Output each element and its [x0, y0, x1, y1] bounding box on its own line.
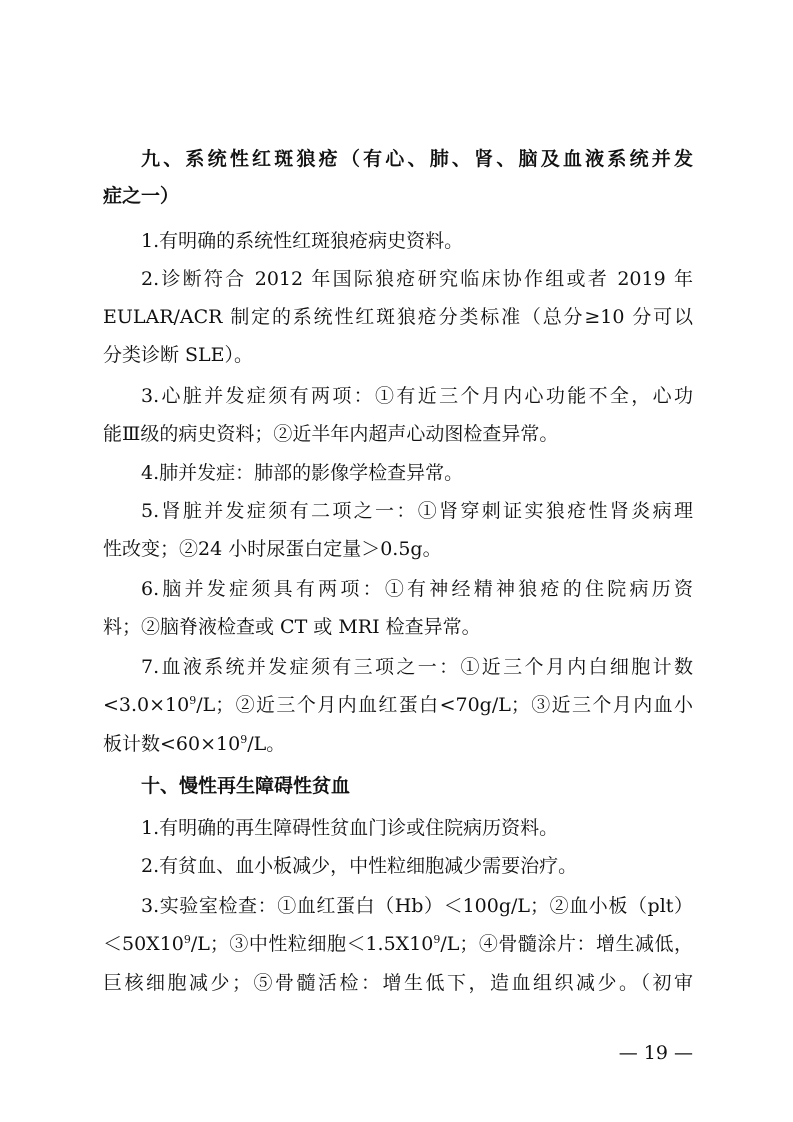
section-9-item-1: 1.有明确的系统性红斑狼疮病史资料。	[141, 230, 464, 252]
section-9-item-7-line-3	[103, 731, 693, 757]
section-10-item-3-line-3: 巨核细胞减少；⑤骨髓活检：增生低下，造血组织减少。（初审	[103, 972, 693, 994]
section-10-item-3-line-2	[103, 931, 693, 957]
section-9-item-2-line-3: 分类诊断 SLE）。	[103, 344, 254, 366]
text-fragment: /L。	[247, 733, 286, 755]
text-fragment: 板计数<60×10	[103, 733, 241, 755]
section-9-item-7-line-2	[103, 692, 693, 718]
section-9-item-4: 4.肺并发症：肺部的影像学检查异常。	[141, 462, 464, 484]
text-fragment: /L；③中性粒细胞＜1.5X10	[190, 933, 434, 955]
section-9-item-2-line-1: 2.诊断符合 2012 年国际狼疮研究临床协作组或者 2019 年	[141, 268, 693, 290]
superscript-exponent: 9	[433, 933, 441, 946]
section-10-item-3-line-1: 3.实验室检查：①血红蛋白（Hb）＜100g/L；②血小板（plt）	[141, 895, 693, 917]
superscript-exponent: 9	[189, 694, 197, 707]
superscript-exponent: 9	[240, 733, 248, 746]
section-10-item-1: 1.有明确的再生障碍性贫血门诊或住院病历资料。	[141, 817, 559, 839]
section-9-heading-line-2: 症之一）	[103, 185, 180, 207]
section-9-item-6-line-2: 料；②脑脊液检查或 CT 或 MRI 检查异常。	[103, 616, 481, 638]
section-9-item-3-line-2: 能Ⅲ级的病史资料；②近半年内超声心动图检查异常。	[103, 423, 559, 445]
superscript-exponent: 9	[183, 933, 191, 946]
text-fragment: ＜50X10	[103, 933, 184, 955]
section-9-item-6-line-1: 6.脑并发症须具有两项：①有神经精神狼疮的住院病历资	[141, 578, 693, 600]
section-10-heading: 十、慢性再生障碍性贫血	[141, 775, 351, 797]
section-9-item-7-line-1: 7.血液系统并发症须有三项之一：①近三个月内白细胞计数	[141, 656, 693, 678]
section-10-item-2: 2.有贫血、血小板减少，中性粒细胞减少需要治疗。	[141, 855, 578, 877]
text-fragment: <3.0×10	[103, 694, 190, 716]
section-9-item-5-line-1: 5.肾脏并发症须有二项之一：①肾穿刺证实狼疮性肾炎病理	[141, 500, 693, 522]
text-fragment: /L；②近三个月内血红蛋白<70g/L；③近三个月内血小	[196, 694, 693, 716]
section-9-item-2-line-2: EULAR/ACR 制定的系统性红斑狼疮分类标准（总分≥10 分可以	[103, 306, 693, 328]
section-9-item-3-line-1: 3.心脏并发症须有两项：①有近三个月内心功能不全，心功	[141, 385, 693, 407]
section-9-item-5-line-2: 性改变；②24 小时尿蛋白定量＞0.5g。	[103, 538, 442, 560]
text-fragment: /L；④骨髓涂片：增生减低，	[440, 933, 693, 955]
page-number: — 19 —	[618, 1042, 693, 1064]
section-9-heading-line-1: 九、系统性红斑狼疮（有心、肺、肾、脑及血液系统并发	[141, 148, 693, 170]
